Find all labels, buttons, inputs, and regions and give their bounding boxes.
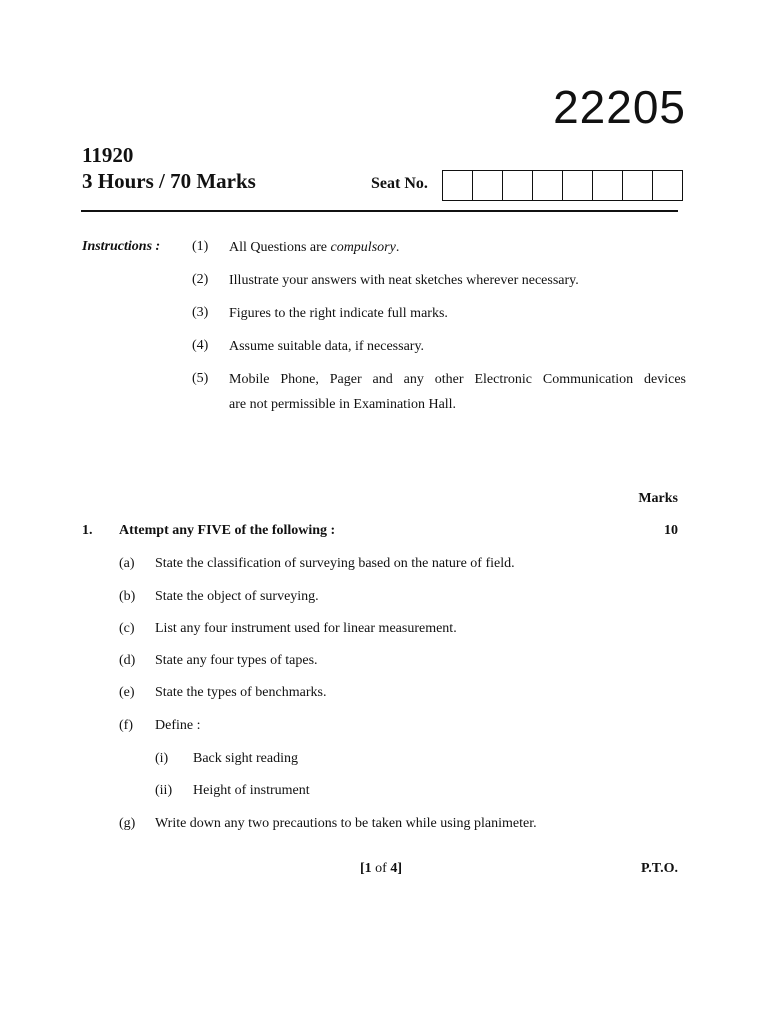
page-indicator: [1 of 4]: [360, 861, 403, 876]
question-title: Attempt any FIVE of the following :: [119, 523, 336, 538]
instruction-text: Illustrate your answers with neat sketches wherever necessary.: [229, 273, 579, 288]
instruction-text: [229, 367, 686, 417]
seat-box: [623, 171, 653, 200]
instructions-label: Instructions :: [82, 239, 161, 254]
exam-code: 11920: [82, 143, 134, 167]
instruction-text: Assume suitable data, if necessary.: [229, 339, 425, 354]
part-text: State the classification of surveying based on the nature of field.: [155, 556, 515, 571]
seat-box: [473, 171, 503, 200]
instruction-number: (1): [192, 239, 209, 254]
seat-number-label: Seat No.: [371, 175, 428, 192]
header-divider: [81, 210, 678, 212]
duration-marks: 3 Hours / 70 Marks: [82, 169, 256, 193]
seat-box: [653, 171, 682, 200]
part-label: (b): [119, 589, 136, 604]
paper-code: 22205: [553, 81, 686, 133]
instruction-number: (3): [192, 305, 209, 320]
part-text: State any four types of tapes.: [155, 653, 318, 668]
part-label: (d): [119, 653, 136, 668]
part-label: (a): [119, 556, 135, 571]
please-turn-over: P.T.O.: [641, 861, 678, 876]
seat-number-boxes: [442, 170, 683, 201]
seat-box: [593, 171, 623, 200]
part-label: (c): [119, 621, 135, 636]
instruction-number: (2): [192, 272, 209, 287]
part-text: Write down any two precautions to be taken while using planimeter.: [155, 816, 537, 831]
part-text: State the types of benchmarks.: [155, 685, 327, 700]
part-label: (g): [119, 816, 136, 831]
seat-box: [443, 171, 473, 200]
question-number: 1.: [82, 523, 93, 538]
subpart-label: (i): [155, 751, 169, 766]
instruction-line: Mobile Phone, Pager and any other Electronic Communication devices: [229, 372, 686, 387]
instruction-text: Figures to the right indicate full marks.: [229, 306, 448, 321]
subpart-text: Height of instrument: [193, 783, 310, 798]
instruction-text: All Questions are compulsory.: [229, 240, 400, 255]
part-text: Define :: [155, 718, 201, 733]
seat-box: [503, 171, 533, 200]
emphasis-text: compulsory: [330, 240, 396, 255]
question-marks: 10: [664, 523, 678, 538]
part-label: (e): [119, 685, 135, 700]
part-text: List any four instrument used for linear measurement.: [155, 621, 457, 636]
seat-box: [533, 171, 563, 200]
instruction-number: (5): [192, 371, 209, 386]
instruction-number: (4): [192, 338, 209, 353]
seat-box: [563, 171, 593, 200]
subpart-text: Back sight reading: [193, 751, 298, 766]
part-label: (f): [119, 718, 133, 733]
part-text: State the object of surveying.: [155, 589, 319, 604]
instruction-line: are not permissible in Examination Hall.: [229, 397, 457, 412]
subpart-label: (ii): [155, 783, 173, 798]
marks-heading: Marks: [638, 491, 678, 506]
